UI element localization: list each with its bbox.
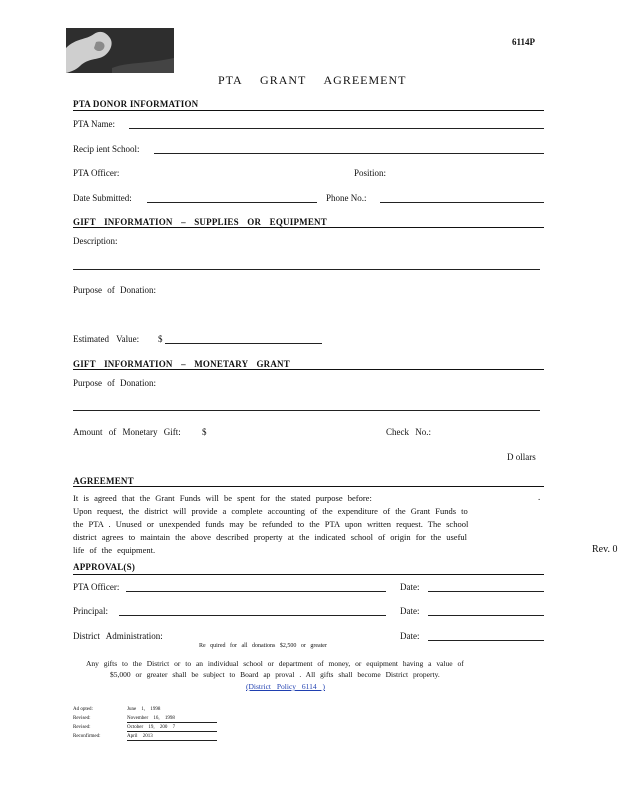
date-label: Date: xyxy=(400,582,420,592)
revision-label: Rev. 0 xyxy=(592,544,618,555)
date-label: Date: xyxy=(400,606,420,616)
description-field[interactable] xyxy=(73,269,540,270)
history-dates xyxy=(127,705,175,741)
required-note: Re quired for all donations $2,500 or greater xyxy=(199,643,327,649)
section-heading-approvals: APPROVAL(S) xyxy=(73,562,136,572)
approval-district-admin-label: District Administration: xyxy=(73,631,163,641)
position-label: Position: xyxy=(354,168,387,178)
agreement-dot: . xyxy=(538,492,541,502)
monetary-purpose-field[interactable] xyxy=(73,410,540,411)
phone-field[interactable] xyxy=(380,202,544,203)
approval-principal-date-field[interactable] xyxy=(428,615,544,616)
monetary-purpose-label: Purpose of Donation: xyxy=(73,378,156,388)
district-policy-link[interactable] xyxy=(246,682,325,691)
section-rule xyxy=(73,369,544,370)
estimated-value-label: Estimated Value: xyxy=(73,334,140,344)
history-underline xyxy=(127,731,217,732)
history-date: November 16, 1998 xyxy=(127,716,175,721)
date-label: Date: xyxy=(400,631,420,641)
district-policy-link-text[interactable]: (District Policy 6114 ) xyxy=(246,682,326,691)
check-no-label: Check No.: xyxy=(386,427,431,437)
date-submitted-field[interactable] xyxy=(147,202,317,203)
pta-name-field[interactable] xyxy=(129,128,544,129)
section-heading-supplies: GIFT INFORMATION – SUPPLIES OR EQUIPMENT xyxy=(73,217,327,227)
approval-principal-field[interactable] xyxy=(119,615,386,616)
history-date: October 19, 200 7 xyxy=(127,725,176,730)
phone-label: Phone No.: xyxy=(326,193,367,203)
agreement-line: district agrees to maintain the above described property at the indicated school of origin for the useful xyxy=(73,532,468,542)
section-rule xyxy=(73,574,544,575)
currency-symbol: $ xyxy=(202,427,207,437)
approval-principal-label: Principal: xyxy=(73,606,108,616)
history-date: June 1, 1998 xyxy=(127,707,161,712)
page-title: PTA GRANT AGREEMENT xyxy=(218,73,407,87)
section-heading-donor: PTA DONOR INFORMATION xyxy=(73,99,199,109)
form-code: 6114P xyxy=(512,37,536,47)
history-underline xyxy=(127,722,217,723)
history-label: Ad opted: xyxy=(73,707,93,712)
pta-name-label: PTA Name: xyxy=(73,119,116,129)
agreement-line: life of the equipment. xyxy=(73,545,156,555)
approval-pta-officer-date-field[interactable] xyxy=(428,591,544,592)
agreement-line: It is agreed that the Grant Funds will be spent for the stated purpose before: xyxy=(73,493,372,503)
gift-notice-line-2: $5,000 or greater shall be subject to Board ap proval . All gifts shall become District property. xyxy=(110,670,440,679)
agreement-line: Upon request, the district will provide a complete accounting of the expenditure of the Grant Funds to xyxy=(73,506,468,516)
description-label: Description: xyxy=(73,236,118,246)
section-heading-monetary: GIFT INFORMATION – MONETARY GRANT xyxy=(73,359,290,369)
history-label: Revised: xyxy=(73,725,91,730)
gift-notice-line-1: Any gifts to the District or to an individual school or department of money, or equipment having a value of xyxy=(86,659,464,668)
agreement-line: the PTA . Unused or unexpended funds may be refunded to the PTA upon written request. The school xyxy=(73,519,469,529)
section-rule xyxy=(73,486,544,487)
history-label: Reconfirmed: xyxy=(73,734,101,739)
history-label: Revised: xyxy=(73,716,91,721)
recipient-school-label: Recip ient School: xyxy=(73,144,140,154)
pta-officer-label: PTA Officer: xyxy=(73,168,120,178)
logo-graphic-icon xyxy=(66,28,174,73)
currency-symbol: $ xyxy=(158,334,163,344)
section-rule xyxy=(73,110,544,111)
approval-district-admin-date-field[interactable] xyxy=(428,640,544,641)
approval-pta-officer-label: PTA Officer: xyxy=(73,582,120,592)
section-heading-agreement: AGREEMENT xyxy=(73,476,134,486)
recipient-school-field[interactable] xyxy=(154,153,544,154)
section-rule xyxy=(73,227,544,228)
history-underline xyxy=(127,740,217,741)
history-labels xyxy=(73,705,101,741)
amount-label: Amount of Monetary Gift: xyxy=(73,427,181,437)
dollars-label: D ollars xyxy=(507,452,536,462)
district-logo xyxy=(66,28,174,73)
approval-pta-officer-field[interactable] xyxy=(126,591,386,592)
supplies-purpose-label: Purpose of Donation: xyxy=(73,285,156,295)
history-date: April 2013 xyxy=(127,734,153,739)
date-submitted-label: Date Submitted: xyxy=(73,193,132,203)
estimated-value-field[interactable] xyxy=(165,343,322,344)
agreement-text xyxy=(73,492,468,557)
